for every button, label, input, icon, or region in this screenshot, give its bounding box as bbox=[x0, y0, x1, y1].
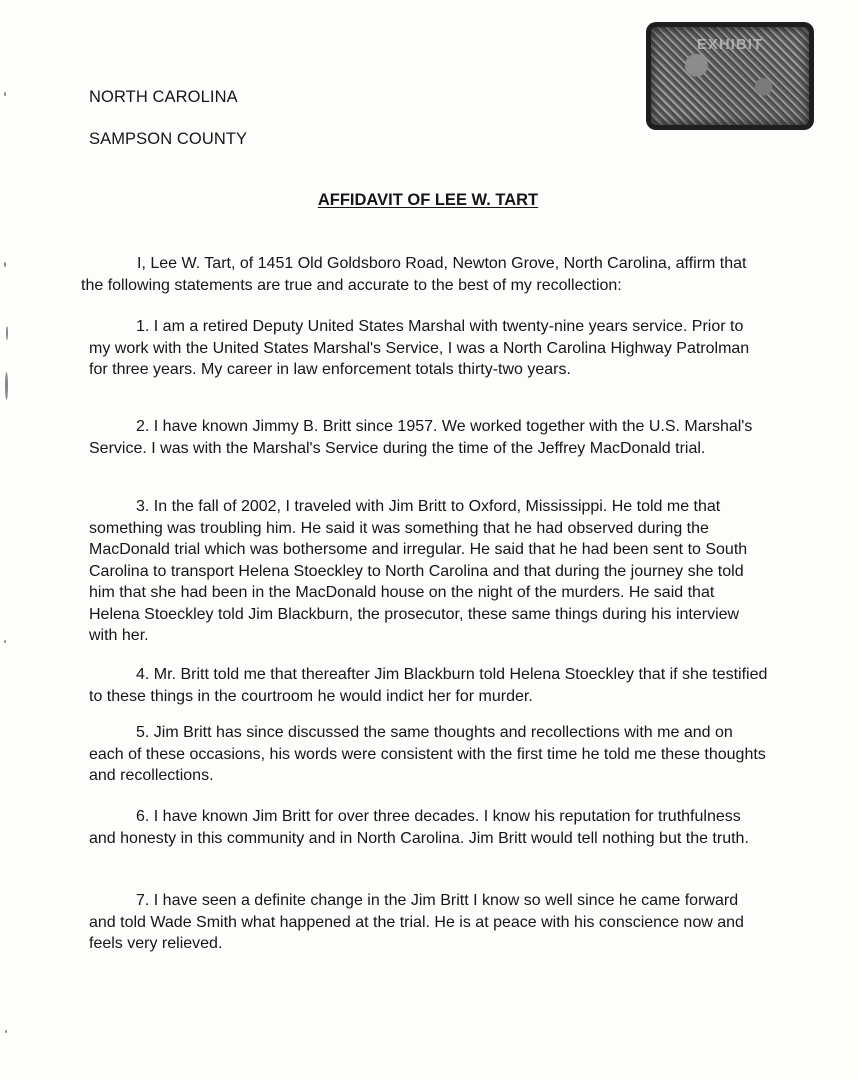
county-heading: SAMPSON COUNTY bbox=[89, 130, 248, 148]
paragraph-2: 2. I have known Jimmy B. Britt since 1957. We worked together with the U.S. Marshal's Service. I was with the Marshal's Service during the time of the Jeffrey MacDonald trial. bbox=[89, 418, 753, 457]
paragraph-3: 3. In the fall of 2002, I traveled with Jim Britt to Oxford, Mississippi. He told me that something was troubling him. He said it was something that he had observed during the MacDonald trial which was bothersome and irregular. He said that he had been sent to South Carolina to transport Helena Stoeckley to North Carolina and that during the journey she told him that she had been in the MacDonald house on the night of the murders. He said that Helena Stoeckley told Jim Blackburn, the prosecutor, these same things during his interview with her. bbox=[89, 498, 748, 644]
state-heading: NORTH CAROLINA bbox=[89, 88, 238, 106]
scan-speck bbox=[4, 262, 6, 267]
affidavit-title bbox=[0, 191, 860, 210]
scan-speck bbox=[4, 640, 6, 643]
scan-speck bbox=[5, 1030, 7, 1033]
exhibit-stamp-text: EXHIBIT bbox=[696, 36, 764, 53]
scan-speck bbox=[6, 326, 8, 340]
exhibit-stamp bbox=[646, 22, 814, 130]
intro-paragraph: I, Lee W. Tart, of 1451 Old Goldsboro Road, Newton Grove, North Carolina, affirm that the following statements are true and accurate to the best of my recollection: bbox=[81, 255, 747, 294]
paragraph-5: 5. Jim Britt has since discussed the same thoughts and recollections with me and on each of these occasions, his words were consistent with the first time he told me these thoughts and recollections. bbox=[89, 724, 766, 784]
paragraph-7: 7. I have seen a definite change in the Jim Britt I know so well since he came forward and told Wade Smith what happened at the trial. He is at peace with his conscience now and feels very relieved. bbox=[89, 892, 744, 952]
affidavit-title-text: AFFIDAVIT OF LEE W. TART bbox=[317, 191, 539, 209]
paragraph-6: 6. I have known Jim Britt for over three decades. I know his reputation for truthfulness and honesty in this community and in North Carolina. Jim Britt would tell nothing but the truth. bbox=[89, 808, 749, 847]
paragraph-1: 1. I am a retired Deputy United States Marshal with twenty-nine years service. Prior to my work with the United States Marshal's Service, I was a North Carolina Highway Patrolman for three years. My career in law enforcement totals thirty-two years. bbox=[89, 318, 750, 378]
paragraph-4: 4. Mr. Britt told me that thereafter Jim Blackburn told Helena Stoeckley that if she testified to these things in the courtroom he would indict her for murder. bbox=[89, 666, 768, 705]
scan-speck bbox=[4, 92, 6, 96]
scan-speck bbox=[5, 372, 8, 400]
